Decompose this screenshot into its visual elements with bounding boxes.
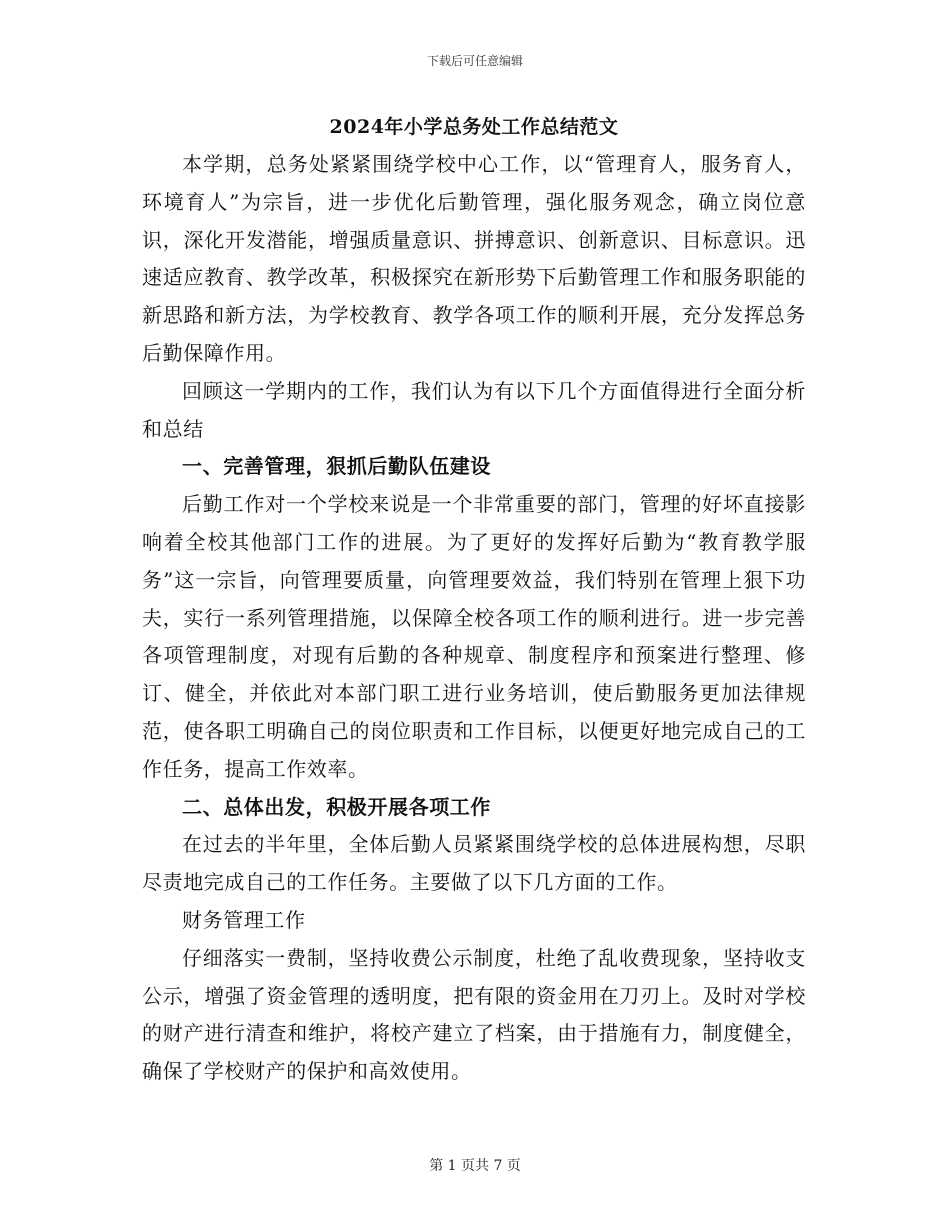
paragraph-intro: 本学期，总务处紧紧围绕学校中心工作，以“管理育人，服务育人，环境育人”为宗旨，进一步优化后勤管理，强化服务观念，确立岗位意识，深化开发潜能，增强质量意识、拼搏意识、创新意识、目标意识。迅速适应教育、教学改革，积极探究在新形势下后勤管理工作和服务职能的新思路和新方法，为学校教育、教学各项工作的顺利开展，充分发挥总务后勤保障作用。 — [142, 152, 806, 365]
page-footer: 第 1 页共 7 页 — [429, 1158, 521, 1174]
subsection-heading-finance: 财务管理工作 — [182, 907, 306, 932]
section-heading-1: 一、完善管理，狠抓后勤队伍建设 — [182, 454, 491, 479]
document-body — [142, 112, 806, 1091]
document-title: 2024年小学总务处工作总结范文 — [329, 116, 619, 138]
section-heading-2: 二、总体出发，积极开展各项工作 — [182, 794, 491, 819]
paragraph-overall: 在过去的半年里，全体后勤人员紧紧围绕学校的总体进展构想，尽职尽责地完成自己的工作任务。主要做了以下几方面的工作。 — [142, 832, 806, 895]
page-header: 下载后可任意编辑 — [426, 54, 523, 68]
paragraph-review: 回顾这一学期内的工作，我们认为有以下几个方面值得进行全面分析和总结 — [142, 378, 806, 441]
paragraph-finance: 仔细落实一费制，坚持收费公示制度，杜绝了乱收费现象，坚持收支公示，增强了资金管理的透明度，把有限的资金用在刀刃上。及时对学校的财产进行清查和维护，将校产建立了档案，由于措施有力，制度健全，确保了学校财产的保护和高效使用。 — [142, 945, 806, 1084]
paragraph-management: 后勤工作对一个学校来说是一个非常重要的部门，管理的好坏直接影响着全校其他部门工作的进展。为了更好的发挥好后勤为“教育教学服务”这一宗旨，向管理要质量，向管理要效益，我们特别在管理上狠下功夫，实行一系列管理措施，以保障全校各项工作的顺利进行。进一步完善各项管理制度，对现有后勤的各种规章、制度程序和预案进行整理、修订、健全，并依此对本部门职工进行业务培训，使后勤服务更加法律规范，使各职工明确自己的岗位职责和工作目标，以便更好地完成自己的工作任务，提高工作效率。 — [142, 492, 806, 781]
